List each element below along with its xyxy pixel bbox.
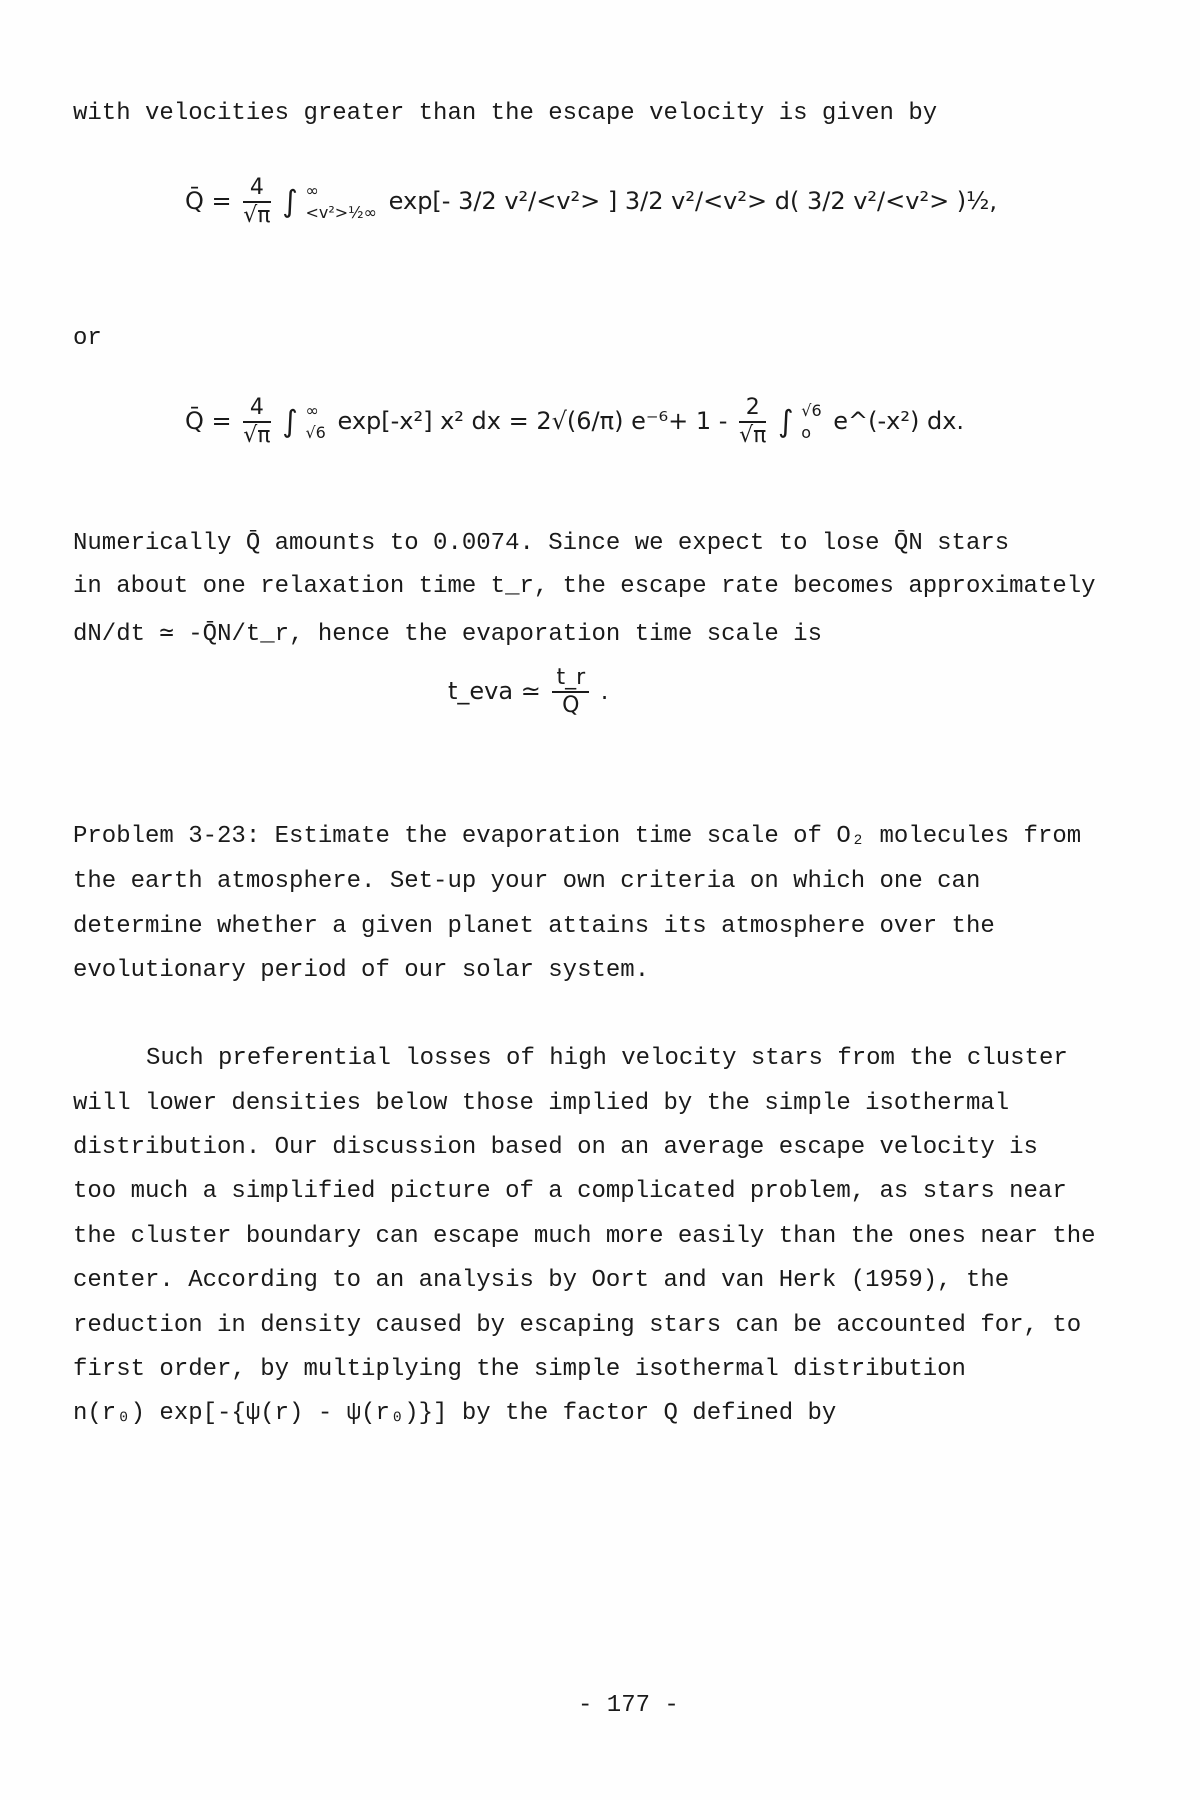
- paragraph-line-4: too much a simplified picture of a complicated problem, as stars near: [73, 1178, 1067, 1205]
- dndt-line: dN/dt ≃ -Q̄N/t_r, hence the evaporation time scale is: [73, 621, 822, 648]
- paragraph-line-2: will lower densities below those implied by the simple isothermal: [73, 1090, 1010, 1117]
- eq2-int2-upper: √6: [801, 401, 822, 420]
- equation-t-eva: [448, 665, 608, 719]
- eq1-coefficient: [243, 175, 270, 229]
- eq2-coef-num: 4: [243, 395, 270, 423]
- eq2-coefficient-2: [739, 395, 766, 449]
- eq2-body: exp[-x²] x² dx = 2√(6/π) e⁻⁶+ 1 -: [337, 407, 728, 435]
- eq1-limits: [305, 180, 377, 224]
- eq2-coef2-num: 2: [739, 395, 766, 423]
- problem-line-3: determine whether a given planet attains its atmosphere over the: [73, 913, 995, 940]
- eq2-lower-limit: √6: [305, 423, 326, 442]
- eq3-num: t_r: [552, 665, 589, 693]
- page-number: - 177 -: [578, 1692, 679, 1719]
- eq3-lhs: t_eva ≃: [448, 677, 541, 705]
- paragraph-line-5: the cluster boundary can escape much more easily than the ones near the: [73, 1223, 1096, 1250]
- paragraph-line-1: Such preferential losses of high velocity stars from the cluster: [146, 1045, 1068, 1072]
- problem-line-4: evolutionary period of our solar system.: [73, 957, 650, 984]
- eq3-den: Q̄: [562, 693, 580, 718]
- eq2-limits-2: [801, 400, 821, 444]
- or-line: or: [73, 325, 102, 352]
- paragraph-line-9: n(r₀) exp[-{ψ(r) - ψ(r₀)}] by the factor Q defined by: [73, 1400, 837, 1427]
- eq1-coef-num: 4: [243, 175, 270, 203]
- eq2-tail: e^(-x²) dx.: [833, 407, 965, 435]
- eq2-coef-den: √π: [243, 423, 271, 448]
- relaxation-line: in about one relaxation time t_r, the escape rate becomes approximately: [73, 573, 1096, 600]
- eq2-coefficient: [243, 395, 270, 449]
- eq3-tail: .: [600, 677, 609, 705]
- problem-line-2: the earth atmosphere. Set-up your own criteria on which one can: [73, 868, 981, 895]
- intro-line: with velocities greater than the escape velocity is given by: [73, 100, 938, 127]
- eq1-body: exp[- 3/2 v²/<v²> ] 3/2 v²/<v²> d( 3/2 v²/<v²> )½,: [388, 187, 998, 215]
- integral-sign-icon: ∫: [777, 404, 794, 440]
- paragraph-line-3: distribution. Our discussion based on an average escape velocity is: [73, 1134, 1038, 1161]
- eq1-upper-limit: ∞: [305, 181, 319, 200]
- paragraph-line-8: first order, by multiplying the simple isothermal distribution: [73, 1356, 966, 1383]
- eq2-limits: [305, 400, 325, 444]
- eq2-coef2-den: √π: [739, 423, 767, 448]
- eq1-lhs: Q̄ =: [185, 187, 232, 215]
- eq2-lhs: Q̄ =: [185, 407, 232, 435]
- numerically-line: Numerically Q̄ amounts to 0.0074. Since we expect to lose Q̄N stars: [73, 530, 1010, 557]
- equation-q-evaluated: [185, 395, 964, 449]
- problem-line-1: Problem 3-23: Estimate the evaporation time scale of O₂ molecules from: [73, 823, 1082, 850]
- eq2-upper-limit: ∞: [305, 401, 319, 420]
- paragraph-line-7: reduction in density caused by escaping stars can be accounted for, to: [73, 1312, 1082, 1339]
- integral-sign-icon: ∫: [282, 184, 298, 220]
- eq1-coef-den: √π: [243, 203, 271, 228]
- equation-q-integral: [185, 175, 997, 229]
- eq3-fraction: [552, 665, 589, 719]
- integral-sign-icon: ∫: [282, 404, 298, 440]
- eq1-lower-limit: <v²>½∞: [305, 203, 377, 222]
- eq2-int2-lower: o: [801, 423, 812, 442]
- paragraph-line-6: center. According to an analysis by Oort and van Herk (1959), the: [73, 1267, 1010, 1294]
